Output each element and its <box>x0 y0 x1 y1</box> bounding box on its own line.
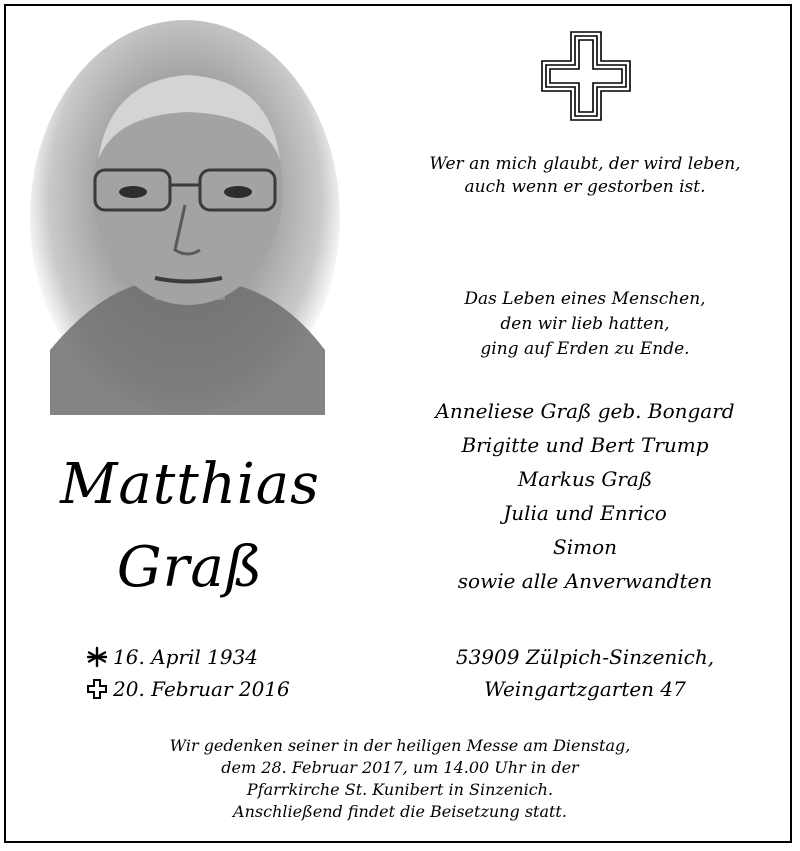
announcement-line: Anschließend findet die Beisetzung statt. <box>233 802 567 821</box>
announcement-line: Wir gedenken seiner in der heiligen Messe am Dienstag, <box>169 736 631 755</box>
address-line: 53909 Zülpich-Sinzenich, <box>455 645 715 669</box>
cross-icon <box>540 30 632 122</box>
quote-line: Wer an mich glaubt, der wird leben, <box>429 154 741 174</box>
mourner-name: Markus Graß <box>517 467 653 491</box>
family-address <box>400 641 770 705</box>
quote-line: auch wenn er gestorben ist. <box>464 177 706 197</box>
mourner-name: Anneliese Graß geb. Bongard <box>435 399 735 423</box>
address-line: Weingartzgarten 47 <box>484 677 686 701</box>
mourner-name: sowie alle Anverwandten <box>457 569 713 593</box>
asterisk-birth-icon <box>85 646 109 668</box>
birth-date: 16. April 1934 <box>113 645 259 669</box>
first-name: Matthias <box>60 452 320 517</box>
death-date: 20. Februar 2016 <box>113 677 290 701</box>
verse-line: den wir lieb hatten, <box>500 314 670 334</box>
death-row <box>85 673 290 705</box>
mourner-name: Julia und Enrico <box>503 501 667 525</box>
bible-quote <box>400 153 770 199</box>
announcement-line: dem 28. Februar 2017, um 14.00 Uhr in der <box>221 758 579 777</box>
portrait-photo <box>30 20 340 415</box>
small-cross-death-icon <box>85 678 109 700</box>
verse-line: Das Leben eines Menschen, <box>464 289 706 309</box>
announcement-line: Pfarrkirche St. Kunibert in Sinzenich. <box>246 780 554 799</box>
mourners-list <box>400 394 770 598</box>
birth-row <box>85 641 290 673</box>
life-dates <box>85 641 290 705</box>
memorial-verse <box>400 287 770 362</box>
last-name: Graß <box>116 535 264 600</box>
mourner-name: Brigitte und Bert Trump <box>461 433 709 457</box>
verse-line: ging auf Erden zu Ende. <box>480 339 690 359</box>
mourner-name: Simon <box>553 535 617 559</box>
mass-announcement <box>60 735 740 823</box>
